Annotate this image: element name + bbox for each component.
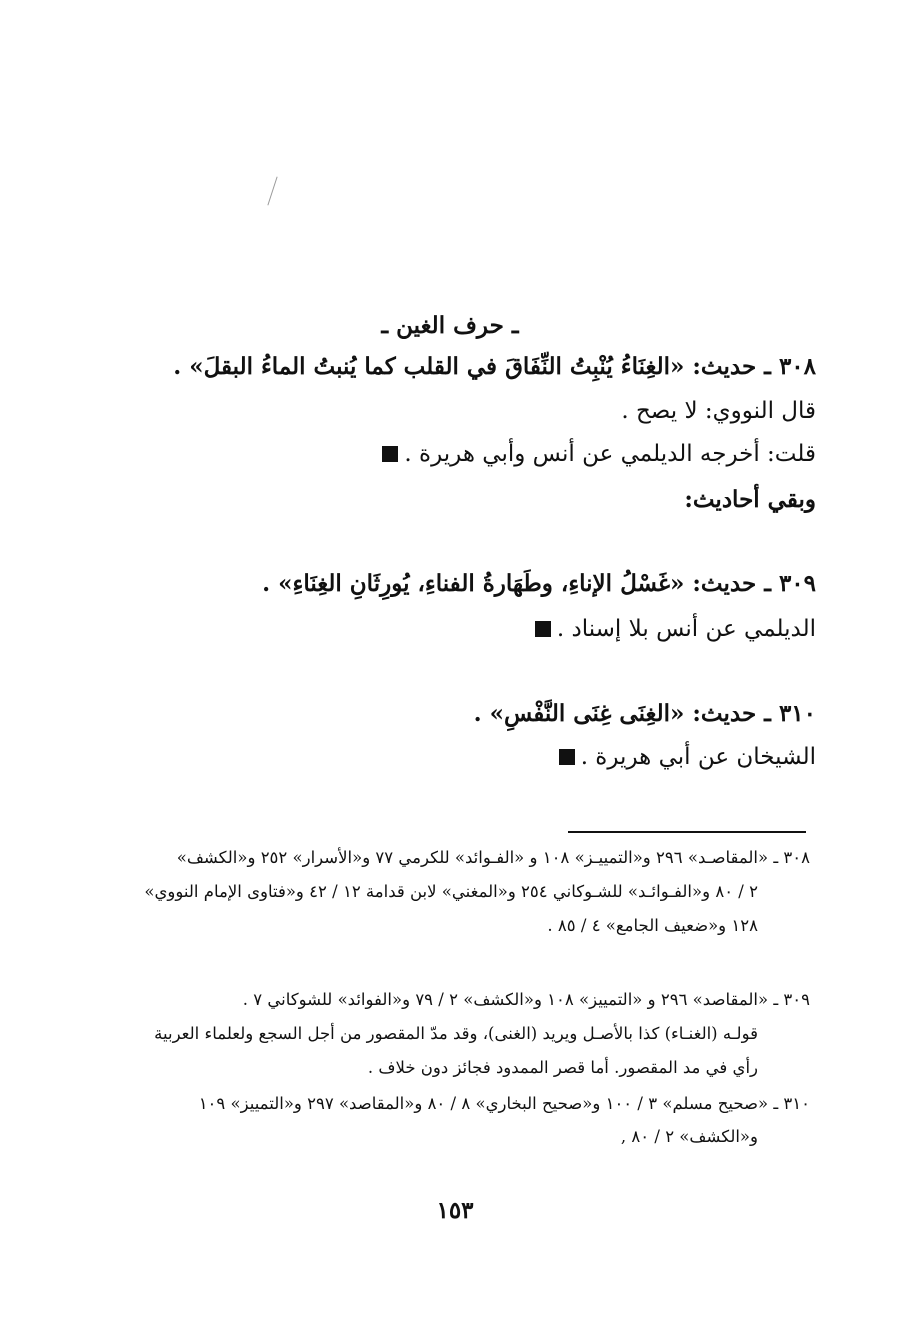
footnote-309-line-3: رأي في مد المقصور. أما قصر الممدود فجائز دون خلاف . (367, 1058, 758, 1077)
footnote-308-line-1: ٣٠٨ ـ «المقاصـد» ٢٩٦ و«التمييـز» ١٠٨ و «الفـوائد» للكرمي ٧٧ و«الأسرار» ٢٥٢ و«الكشف» (176, 848, 810, 867)
black-square-icon (382, 446, 398, 462)
hadith-310-heading: ٣١٠ ـ حديث: «الغِنَى غِنَى النَّفْسِ» . (473, 700, 816, 727)
hadith-309-source (535, 616, 816, 642)
footnote-308-line-2: ٢ / ٨٠ و«الفـوائـد» للشـوكاني ٢٥٤ و«المغني» لابن قدامة ١٢ / ٤٢ و«فتاوى الإمام النووي» (144, 882, 758, 901)
chapter-heading: ـ حرف الغين ـ (381, 312, 519, 339)
hadith-309-heading: ٣٠٩ ـ حديث: «غَسْلُ الإناءِ، وطَهَارةُ الفناءِ، يُورِثَانِ الغِنَاءِ» . (262, 570, 816, 597)
hadith-310-source (559, 744, 816, 770)
black-square-icon (535, 621, 551, 637)
footnote-308-line-3: ١٢٨ و«ضعيف الجامع» ٤ / ٨٥ . (547, 916, 758, 935)
hadith-309-source-text: الديلمي عن أنس بلا إسناد . (556, 616, 816, 642)
footnote-309-line-1: ٣٠٩ ـ «المقاصد» ٢٩٦ و «التمييز» ١٠٨ و«الكشف» ٢ / ٧٩ و«الفوائد» للشوكاني ٧ . (242, 990, 810, 1009)
hadith-308-grading: قال النووي: لا يصح . (621, 398, 816, 424)
hadith-310-source-text: الشيخان عن أبي هريرة . (580, 744, 816, 770)
remaining-hadiths-label: وبقي أحاديث: (684, 486, 816, 513)
footnote-310-line-1: ٣١٠ ـ «صحيح مسلم» ٣ / ١٠٠ و«صحيح البخاري» ٨ / ٨٠ و«المقاصد» ٢٩٧ و«التمييز» ١٠٩ (198, 1094, 810, 1113)
footnote-310-line-2: و«الكشف» ٢ / ٨٠ , (620, 1127, 758, 1146)
hadith-308-source-text: قلت: أخرجه الديلمي عن أنس وأبي هريرة . (404, 441, 816, 467)
page-number: ١٥٣ (436, 1197, 474, 1224)
footnote-separator (568, 831, 806, 833)
black-square-icon (559, 749, 575, 765)
hadith-308-source (382, 441, 816, 467)
scan-mark (267, 177, 277, 206)
hadith-308-heading: ٣٠٨ ـ حديث: «الغِنَاءُ يُنْبِتُ النِّفَاقَ في القلب كما يُنبتُ الماءُ البقلَ» . (173, 353, 816, 380)
footnote-309-line-2: قولـه (الغنـاء) كذا بالأصـل ويريد (الغنى)، وقد مدّ المقصور من أجل السجع ولعلماء العربية (154, 1024, 758, 1043)
